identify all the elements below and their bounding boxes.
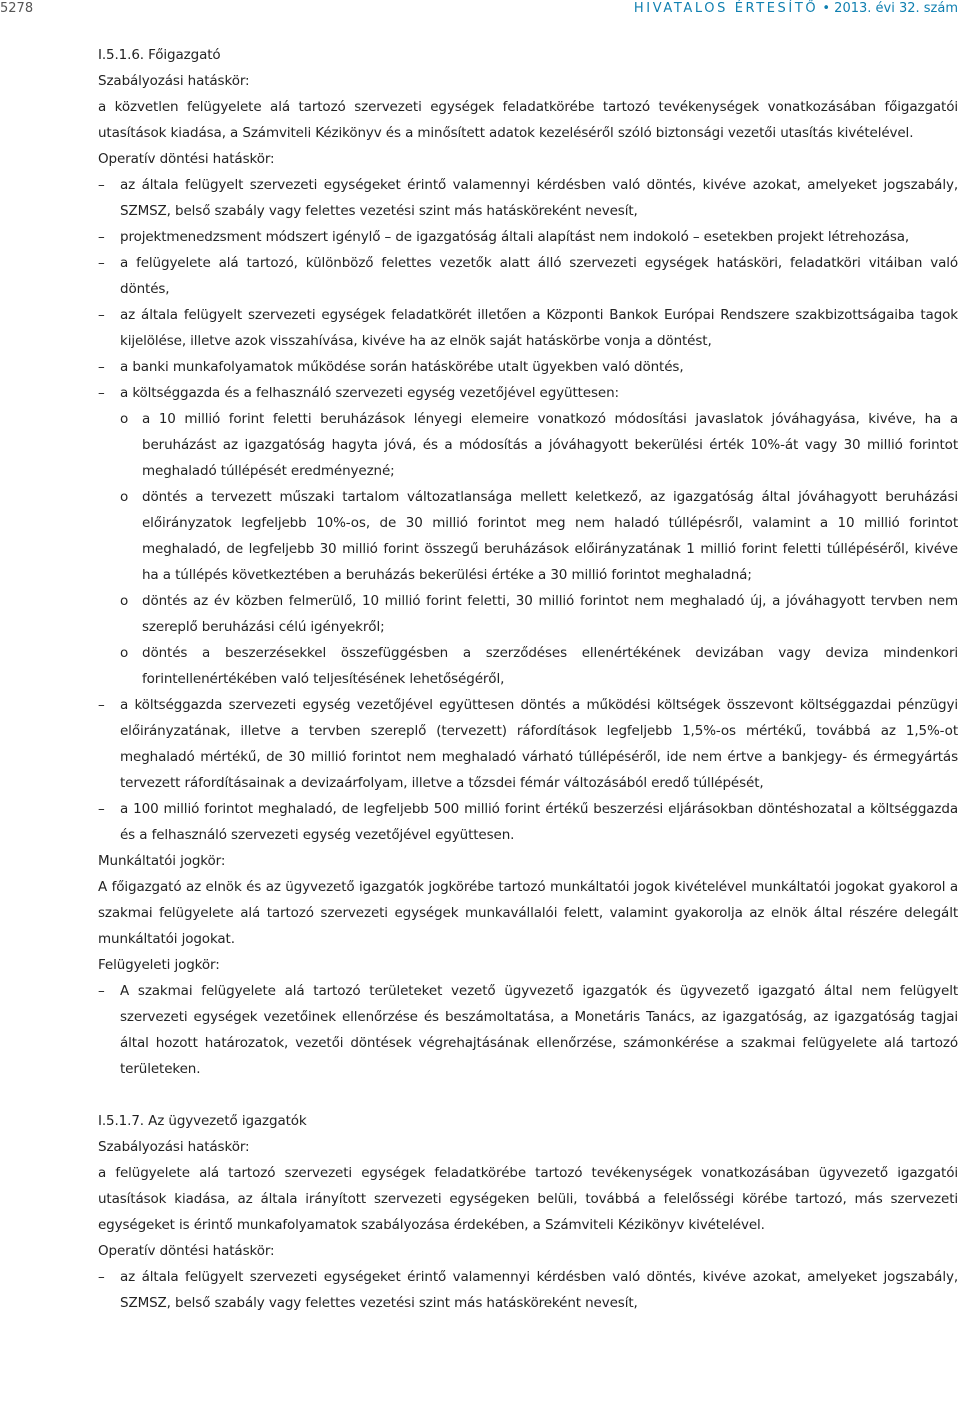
sub-list-item-text: a 10 millió forint feletti beruházások lényegi elemeire vonatkozó módosítási javaslatok jóváhagyása, kivéve, ha a beruházást az igazgatóság hagyta jóvá, és a módosítás a jóváhagyott bekerülési érték 10%-át vagy 30 millió forintot meghaladó túllépését eredményezné; xyxy=(142,411,958,479)
list-item-text: a költséggazda szervezeti egység vezetőjével együttesen döntés a működési költségek összevont költséggazdai pénzügyi előirányzatának, illetve a tervben szereplő (tervezett) ráfordítások legfeljebb 1,5%-os mértékű, továbbá az 1,5%-ot meghaladó mértékű, de 30 millió forintot nem meghaladó várható túllépéséről, ide nem értve a bankjegy- és érmegyártás tervezett ráfordításainak a devizaárfolyam, illetve a tőzsdei fémár változásából eredő túllépését, xyxy=(120,697,958,791)
circle-bullet: o xyxy=(120,645,129,661)
employer-text: A főigazgató az elnök és az ügyvezető igazgatók jogkörébe tartozó munkáltatói jogok kivételével munkáltatói jogokat gyakorol a szakmai felügyelete alá tartozó szervezeti egységek munkavállalói felett, valamint gyakorolja az elnök által részére delegált munkáltatói jogokat. xyxy=(98,879,958,947)
dash-bullet: – xyxy=(98,983,105,999)
list-item xyxy=(98,380,958,406)
sub-list-item xyxy=(120,640,958,692)
sub-list-item xyxy=(120,588,958,640)
operative-label: Operatív döntési hatáskör: xyxy=(98,151,275,167)
list-item xyxy=(98,692,958,796)
page-number: 5278 xyxy=(0,1,34,16)
list-item-text: az általa felügyelt szervezeti egységeket érintő valamennyi kérdésben való döntés, kivéve azokat, amelyeket jogszabály, SZMSZ, belső szabály vagy felettes vezetési szint más hatásköreként nevesít, xyxy=(120,1269,958,1311)
section-heading: I.5.1.7. Az ügyvezető igazgatók xyxy=(98,1113,307,1129)
dash-bullet: – xyxy=(98,307,105,323)
journal-name: HIVATALOS ÉRTESÍTŐ xyxy=(633,1,819,16)
dash-bullet: – xyxy=(98,229,105,245)
section-heading: I.5.1.6. Főigazgató xyxy=(98,47,221,63)
regulatory-label: Szabályozási hatáskör: xyxy=(98,1139,250,1155)
dash-bullet: – xyxy=(98,801,105,817)
list-item-text: az általa felügyelt szervezeti egységek feladatkörét illetően a Központi Bankok Európai Rendszere szakbizottságaiba tagok kijelölése, illetve azok visszahívása, kivéve ha az elnök saját hatáskörbe vonja a döntést, xyxy=(120,307,958,349)
list-item xyxy=(98,978,958,1082)
dash-bullet: – xyxy=(98,385,105,401)
list-item xyxy=(98,250,958,302)
supervisory-label: Felügyeleti jogkör: xyxy=(98,957,220,973)
list-item-text: A szakmai felügyelete alá tartozó területeket vezető ügyvezető igazgatók és ügyvezető igazgató által nem felügyelt szervezeti egységek vezetőinek ellenőrzése és beszámoltatása, a Monetáris Tanács, az igazgatóság, az igazgatóság tagjai által hozott határozatok, vezetői döntések végrehajtásának ellenőrzése, számonkérése a szakmai felügyelete alá tartozó területeken. xyxy=(120,983,958,1077)
dash-bullet: – xyxy=(98,359,105,375)
list-item xyxy=(98,172,958,224)
list-item-text: az általa felügyelt szervezeti egységeket érintő valamennyi kérdésben való döntés, kivéve azokat, amelyeket jogszabály, SZMSZ, belső szabály vagy felettes vezetési szint más hatásköreként nevesít, xyxy=(120,177,958,219)
section-spacer xyxy=(98,1082,958,1108)
dash-bullet: – xyxy=(98,1269,105,1285)
list-item-text: a költséggazda és a felhasználó szervezeti egység vezetőjével együttesen: xyxy=(120,385,619,401)
dash-bullet: – xyxy=(98,697,105,713)
list-item xyxy=(98,224,958,250)
employer-label: Munkáltatói jogkör: xyxy=(98,853,226,869)
list-item-text: a banki munkafolyamatok működése során hatáskörébe utalt ügyekben való döntés, xyxy=(120,359,684,375)
regulatory-text: a közvetlen felügyelete alá tartozó szervezeti egységek feladatkörébe tartozó tevékenységek vonatkozásában főigazgatói utasítások kiadása, a Számviteli Kézikönyv és a minősített adatok kezeléséről szóló biztonsági vezetői utasítás kivételével. xyxy=(98,99,958,141)
circle-bullet: o xyxy=(120,593,129,609)
issue-number: 2013. évi 32. szám xyxy=(834,1,958,16)
sub-list-item xyxy=(120,406,958,484)
journal-title xyxy=(634,1,958,16)
page-header xyxy=(0,0,960,22)
sub-list-item-text: döntés a beszerzésekkel összefüggésben a szerződéses ellenértékének devizában vagy deviza mindenkori forintellenértékében való teljesítésének lehetőségéről, xyxy=(142,645,958,687)
dash-bullet: – xyxy=(98,177,105,193)
circle-bullet: o xyxy=(120,411,129,427)
list-item xyxy=(98,796,958,848)
list-item xyxy=(98,1264,958,1316)
dash-bullet: – xyxy=(98,255,105,271)
regulatory-label: Szabályozási hatáskör: xyxy=(98,73,250,89)
circle-bullet: o xyxy=(120,489,129,505)
operative-label: Operatív döntési hatáskör: xyxy=(98,1243,275,1259)
list-item-text: a 100 millió forintot meghaladó, de legfeljebb 500 millió forint értékű beszerzési eljárásokban döntéshozatal a költséggazda és a felhasználó szervezeti egység vezetőjével együttesen. xyxy=(120,801,958,843)
list-item xyxy=(98,302,958,354)
header-separator: • xyxy=(822,1,831,16)
document-body xyxy=(98,42,958,1316)
regulatory-text: a felügyelete alá tartozó szervezeti egységek feladatkörébe tartozó tevékenységek vonatkozásában ügyvezető igazgatói utasítások kiadása, az általa irányított szervezeti egységeken belüli, továbbá a felelősségi körébe tartozó, más szervezeti egységeket is érintő munkafolyamatok szabályozása érdekében, a Számviteli Kézikönyv kivételével. xyxy=(98,1165,958,1233)
list-item xyxy=(98,354,958,380)
list-item-text: a felügyelete alá tartozó, különböző felettes vezetők alatt álló szervezeti egységek hatásköri, feladatköri vitáiban való döntés, xyxy=(120,255,958,297)
sub-list-item-text: döntés a tervezett műszaki tartalom változatlansága mellett keletkező, az igazgatóság által jóváhagyott beruházási előirányzatok legfeljebb 10%-os, de 30 millió forintot meg nem haladó túllépésről, valamint a 10 millió forintot meghaladó, de legfeljebb 30 millió forint összegű beruházások előirányzatának 1 millió forint feletti túllépéséről, kivéve ha a túllépés következtében a beruházás bekerülési értéke a 30 millió forintot meghaladná; xyxy=(142,489,958,583)
sub-list-item-text: döntés az év közben felmerülő, 10 millió forint feletti, 30 millió forintot nem meghaladó új, a jóváhagyott tervben nem szereplő beruházási célú igényekről; xyxy=(142,593,958,635)
sub-list-item xyxy=(120,484,958,588)
list-item-text: projektmenedzsment módszert igénylő – de igazgatóság általi alapítást nem indokoló – esetekben projekt létrehozása, xyxy=(120,229,910,245)
